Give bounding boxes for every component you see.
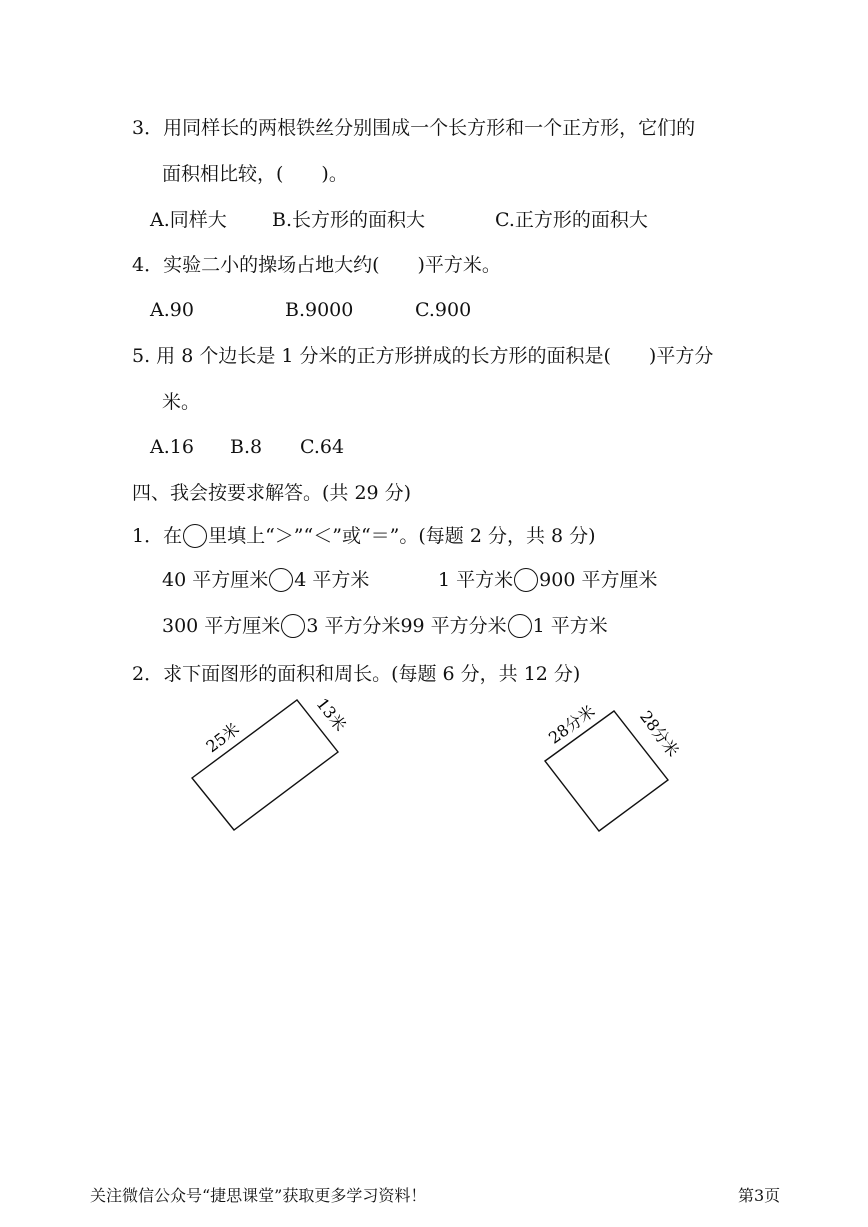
square-side1-label: 28分米 (544, 701, 599, 748)
rectangle-figure (192, 700, 338, 830)
p1-prefix: 1．在 (132, 525, 183, 547)
rect-short-label: 13米 (312, 694, 351, 735)
q5-option-b: B.8 (230, 436, 263, 458)
q3-line2: 面积相比较，( )。 (162, 163, 348, 185)
rect-long-label: 25米 (202, 719, 243, 757)
q4-option-b: B.9000 (285, 299, 354, 321)
q3-option-a: A.同样大 (150, 209, 227, 231)
square-side2-label: 28分米 (636, 707, 683, 761)
p1-item-left: 1 平方米 (438, 569, 514, 591)
q5-line2: 米。 (162, 391, 201, 413)
section-heading: 四、我会按要求解答。(共 29 分) (132, 482, 412, 504)
q5-option-c: C.64 (300, 436, 345, 458)
q3-line1: 3．用同样长的两根铁丝分别围成一个长方形和一个正方形，它们的 (132, 117, 696, 139)
q3-option-b: B.长方形的面积大 (272, 209, 426, 231)
p2-instruction: 2．求下面图形的面积和周长。(每题 6 分，共 12 分) (132, 663, 581, 685)
q5-line1: 5. 用 8 个边长是 1 分米的正方形拼成的长方形的面积是( )平方分 (132, 345, 714, 367)
p1-item-right: 1 平方米 (532, 615, 608, 637)
q4-option-c: C.900 (415, 299, 472, 321)
q4-line1: 4．实验二小的操场占地大约( )平方米。 (132, 254, 501, 276)
p1-item-right: 3 平方分米 (306, 615, 401, 637)
p1-item-left: 300 平方厘米 (162, 615, 281, 637)
p1-item-left: 40 平方厘米 (162, 569, 269, 591)
p1-item-right: 900 平方厘米 (539, 569, 658, 591)
p1-item-right: 4 平方米 (294, 569, 370, 591)
page-number: 第3页 (738, 1186, 781, 1205)
q4-option-a: A.90 (150, 299, 194, 321)
q5-option-a: A.16 (150, 436, 194, 458)
footer-promo: 关注微信公众号“捷思课堂”获取更多学习资料！ (90, 1186, 427, 1205)
p1-suffix: 里填上“＞”“＜”或“＝”。(每题 2 分，共 8 分) (208, 525, 596, 547)
p1-item-left: 99 平方分米 (400, 615, 507, 637)
q3-option-c: C.正方形的面积大 (495, 209, 648, 231)
